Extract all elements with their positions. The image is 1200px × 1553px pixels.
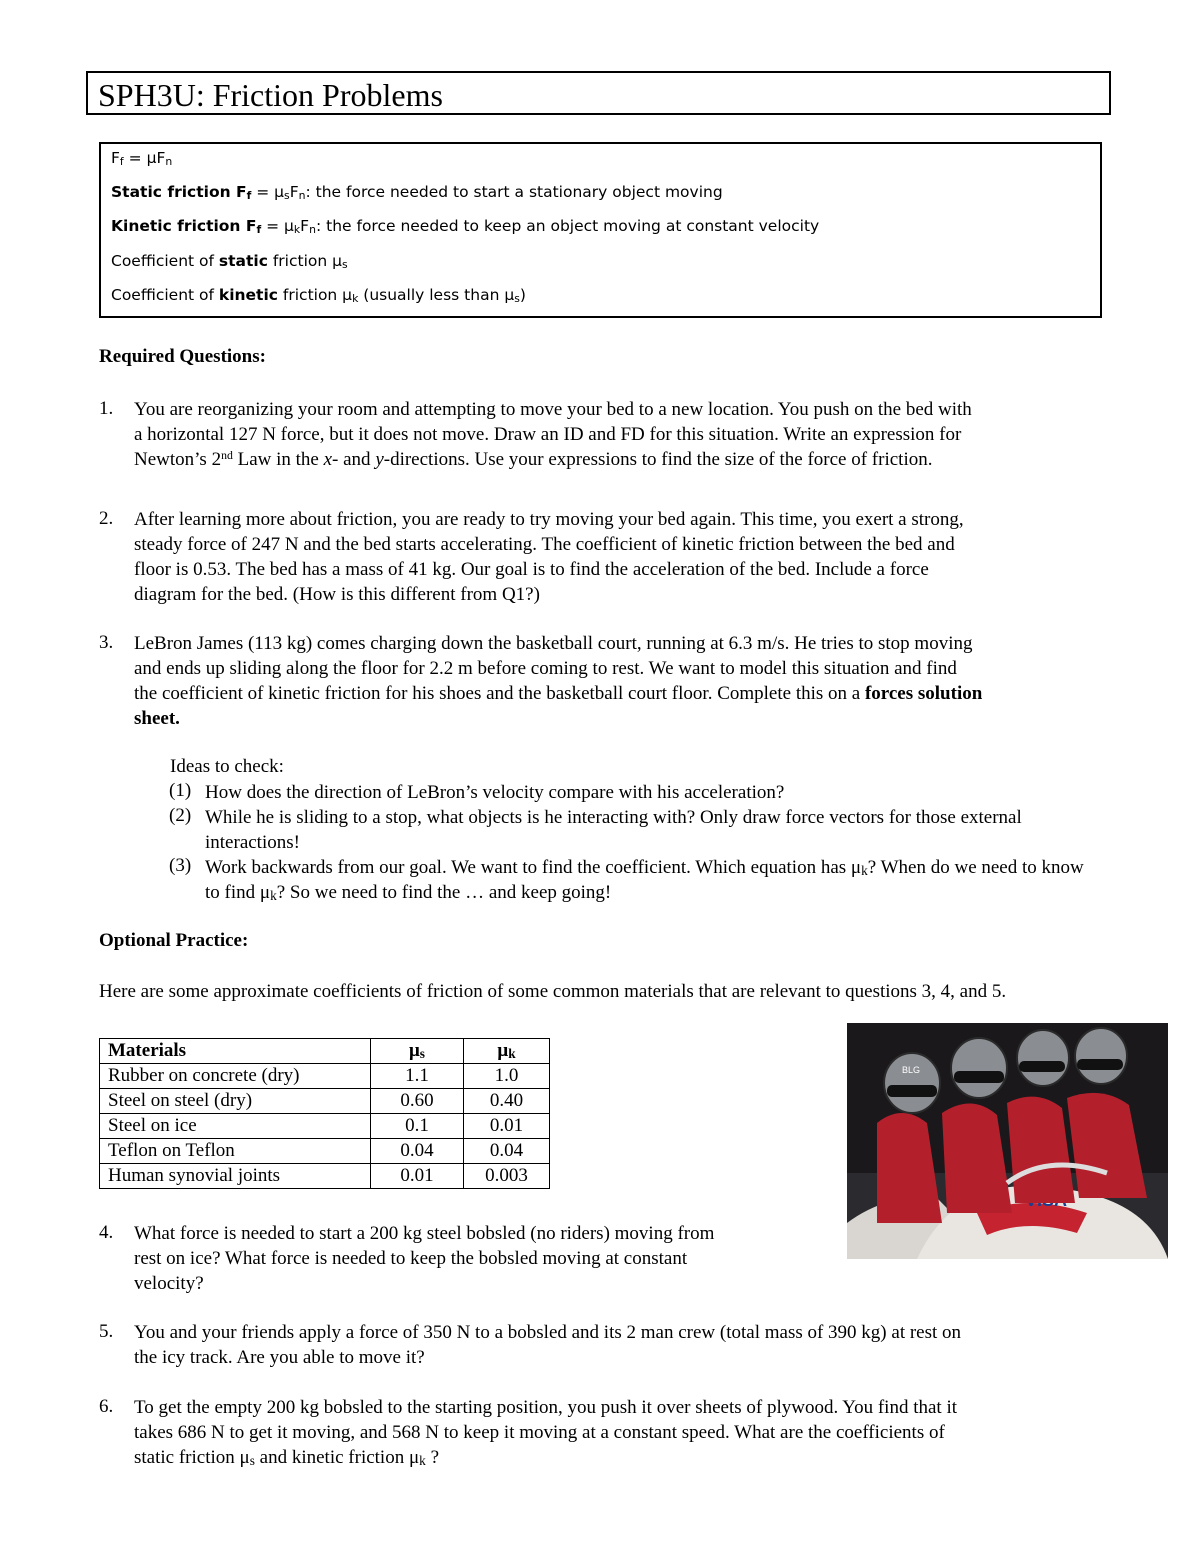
helmet-label: BLG [902,1065,921,1075]
cell-mu-s: 0.60 [371,1089,464,1114]
table-row [100,1164,550,1189]
formula-general: $F_f = \mu F_n$ [111,149,173,168]
q6-text [134,1395,957,1470]
idea-number: (2) [169,805,192,826]
table-row [100,1114,550,1139]
q6-line: To get the empty 200 kg bobsled to the starting position, you push it over sheets of plywood. You find that it [134,1397,958,1418]
cell-material: Teflon on Teflon [100,1139,371,1164]
page-title-box [86,71,1111,115]
q1-text [134,397,972,472]
idea-text: How does the direction of LeBron’s velocity compare with his acceleration? [205,782,785,803]
q4-line: velocity? [134,1273,204,1294]
table-row [100,1139,550,1164]
q1-line: Newton’s 2nd Law in the x- and y-directions. Use your expressions to find the size of the force of friction. [134,449,933,470]
q2-number: 2. [99,508,114,529]
required-heading: Required Questions: [99,346,266,367]
idea-number: (1) [169,780,192,801]
ideas-title: Ideas to check: [170,756,284,777]
q2-text [134,507,964,607]
q1-line: a horizontal 127 N force, but it does not move. Draw an ID and FD for this situation. Write an expression for [134,424,962,445]
optional-heading: Optional Practice: [99,930,249,951]
header-materials: Materials [100,1039,371,1064]
q3-line: sheet. [134,708,180,729]
cell-mu-s: 0.04 [371,1139,464,1164]
formula-static: Static friction $F_f = \mu_sF_n$: the force needed to start a stationary object moving [111,183,723,202]
q5-number: 5. [99,1321,114,1342]
cell-mu-k: 0.003 [464,1164,550,1189]
idea-number: (3) [169,855,192,876]
cell-mu-k: 0.04 [464,1139,550,1164]
q4-number: 4. [99,1222,114,1243]
q5-line: You and your friends apply a force of 350 N to a bobsled and its 2 man crew (total mass of 390 kg) at rest on [134,1322,962,1343]
q3-line: the coefficient of kinetic friction for his shoes and the basketball court floor. Complete this on a forces solution [134,683,983,704]
q3-text [134,631,982,731]
idea-text: Work backwards from our goal. We want to find the coefficient. Which equation has $\mu_k$? When do we need to know to find $\mu_k$? So we need to find the … and keep going! [205,857,1084,903]
formula-kinetic: Kinetic friction $F_f = \mu_kF_n$: the force needed to keep an object moving at constant velocity [111,217,820,236]
table-row [100,1064,550,1089]
cell-mu-k: 0.01 [464,1114,550,1139]
q6-number: 6. [99,1396,114,1417]
cell-material: Rubber on concrete (dry) [100,1064,371,1089]
formula-coef-kinetic: Coefficient of kinetic friction $\mu_k$ (usually less than $\mu_s$) [111,286,526,305]
cell-mu-s: 1.1 [371,1064,464,1089]
coefficients-table [99,1038,550,1189]
formula-box [99,142,1102,318]
q6-line: takes 686 N to get it moving, and 568 N to keep it moving at a constant speed. What are the coefficients of [134,1422,945,1443]
cell-material: Steel on steel (dry) [100,1089,371,1114]
header-mu-k: $\mu_k$ [464,1039,550,1064]
cell-mu-s: 0.1 [371,1114,464,1139]
page-title: SPH3U: Friction Problems [98,77,443,113]
table-row [100,1089,550,1114]
q1-number: 1. [99,398,114,419]
q2-line: After learning more about friction, you are ready to try moving your bed again. This time, you exert a strong, [134,509,964,530]
header-mu-s: $\mu_s$ [371,1039,464,1064]
cell-mu-k: 1.0 [464,1064,550,1089]
q2-line: steady force of 247 N and the bed starts accelerating. The coefficient of kinetic friction between the bed and [134,534,955,555]
q2-line: diagram for the bed. (How is this different from Q1?) [134,584,540,605]
table-header-row [100,1039,550,1064]
q3-line: LeBron James (113 kg) comes charging down the basketball court, running at 6.3 m/s. He tries to stop moving [134,633,973,654]
q6-line: static friction $\mu_s$ and kinetic friction $\mu_k$ ? [134,1447,439,1468]
optional-intro: Here are some approximate coefficients of friction of some common materials that are relevant to questions 3, 4, and 5. [99,981,1007,1002]
bobsled-illustration [847,1023,1168,1259]
bobsled-photo [847,1023,1168,1259]
formula-coef-static: Coefficient of static friction $\mu_s$ [111,252,348,271]
q4-line: What force is needed to start a 200 kg steel bobsled (no riders) moving from [134,1223,715,1244]
q5-text [134,1320,961,1370]
q3-line: and ends up sliding along the floor for 2.2 m before coming to rest. We want to model this situation and find [134,658,957,679]
q4-line: rest on ice? What force is needed to keep the bobsled moving at constant [134,1248,688,1269]
q3-number: 3. [99,632,114,653]
q5-line: the icy track. Are you able to move it? [134,1347,425,1368]
q4-text [134,1221,714,1296]
cell-mu-k: 0.40 [464,1089,550,1114]
idea-text: While he is sliding to a stop, what objects is he interacting with? Only draw force vectors for those external interactions! [205,807,1022,853]
cell-material: Steel on ice [100,1114,371,1139]
q1-line: You are reorganizing your room and attempting to move your bed to a new location. You push on the bed with [134,399,972,420]
q2-line: floor is 0.53. The bed has a mass of 41 kg. Our goal is to find the acceleration of the bed. Include a force [134,559,929,580]
cell-mu-s: 0.01 [371,1164,464,1189]
cell-material: Human synovial joints [100,1164,371,1189]
